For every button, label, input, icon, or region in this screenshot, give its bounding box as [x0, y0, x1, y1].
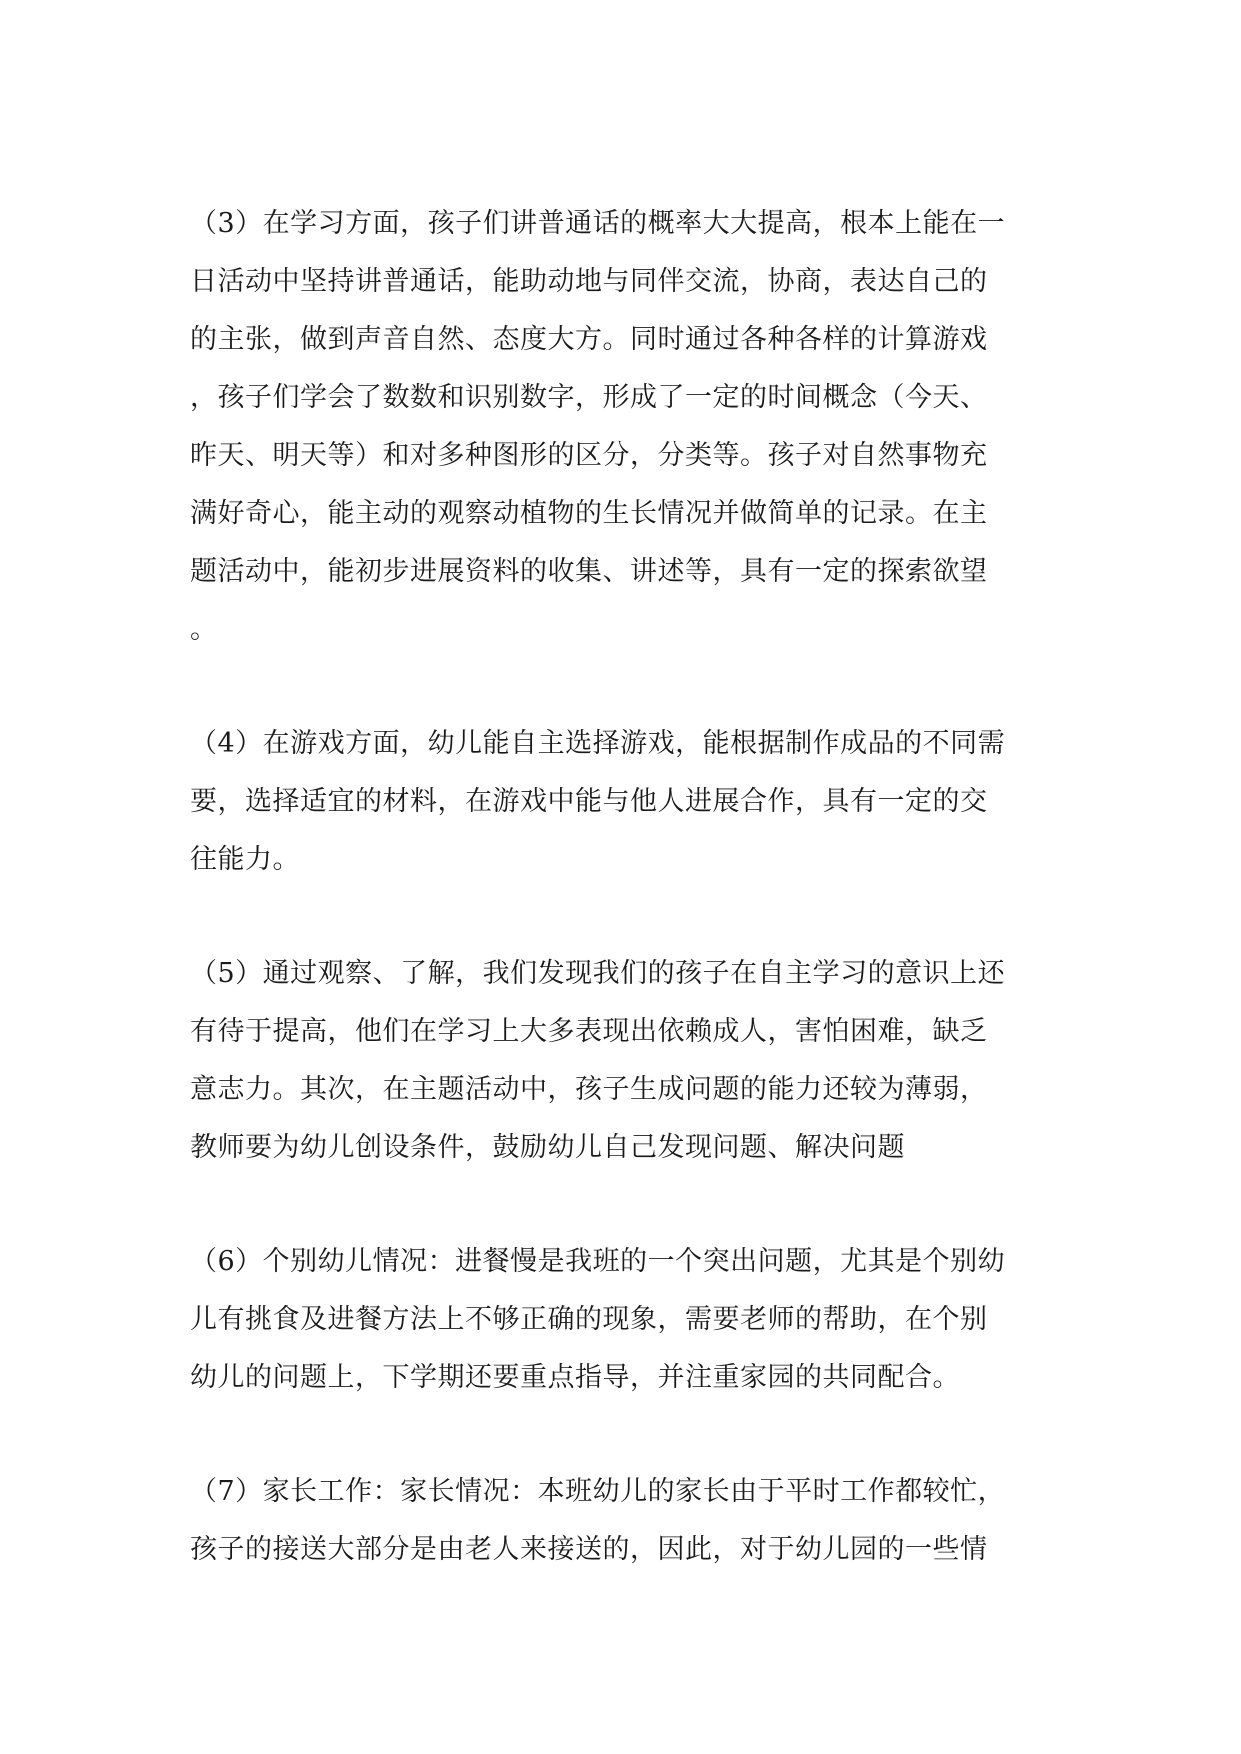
text-line: 有待于提高，他们在学习上大多表现出依赖成人，害怕困难，缺乏: [190, 1016, 988, 1047]
paragraph-individual: [190, 1233, 1050, 1407]
text-line: 孩子的接送大部分是由老人来接送的，因此，对于幼儿园的一些情: [190, 1534, 988, 1565]
text-line: （4）在游戏方面，幼儿能自主选择游戏，能根据制作成品的不同需: [190, 728, 1006, 759]
text-line: 儿有挑食及进餐方法上不够正确的现象，需要老师的帮助，在个别: [190, 1304, 988, 1335]
paragraph-self-learning: [190, 945, 1050, 1177]
text-line: （6）个别幼儿情况：进餐慢是我班的一个突出问题，尤其是个别幼: [190, 1246, 1006, 1277]
paragraph-parents: [190, 1463, 1050, 1579]
text-line: ，孩子们学会了数数和识别数字，形成了一定的时间概念（今天、: [190, 382, 988, 413]
text-line: 日活动中坚持讲普通话，能助动地与同伴交流，协商，表达自己的: [190, 266, 988, 297]
text-line: 幼儿的问题上，下学期还要重点指导，并注重家园的共同配合。: [190, 1362, 960, 1393]
paragraph-games: [190, 715, 1050, 889]
text-line: 意志力。其次，在主题活动中，孩子生成问题的能力还较为薄弱，: [190, 1074, 988, 1105]
text-line: 。: [190, 614, 218, 645]
text-line: （3）在学习方面，孩子们讲普通话的概率大大提高，根本上能在一: [190, 208, 1006, 239]
text-line: 往能力。: [190, 844, 300, 875]
text-line: （7）家长工作：家长情况：本班幼儿的家长由于平时工作都较忙，: [190, 1476, 1006, 1507]
text-line: （5）通过观察、了解，我们发现我们的孩子在自主学习的意识上还: [190, 958, 1006, 989]
document-body: [190, 195, 1050, 1635]
text-line: 的主张，做到声音自然、态度大方。同时通过各种各样的计算游戏: [190, 324, 988, 355]
text-line: 满好奇心，能主动的观察动植物的生长情况并做简单的记录。在主: [190, 498, 988, 529]
text-line: 昨天、明天等）和对多种图形的区分，分类等。孩子对自然事物充: [190, 440, 988, 471]
text-line: 题活动中，能初步进展资料的收集、讲述等，具有一定的探索欲望: [190, 556, 988, 587]
paragraph-learning: [190, 195, 1050, 659]
text-line: 要，选择适宜的材料，在游戏中能与他人进展合作，具有一定的交: [190, 786, 988, 817]
text-line: 教师要为幼儿创设条件，鼓励幼儿自己发现问题、解决问题: [190, 1132, 905, 1163]
